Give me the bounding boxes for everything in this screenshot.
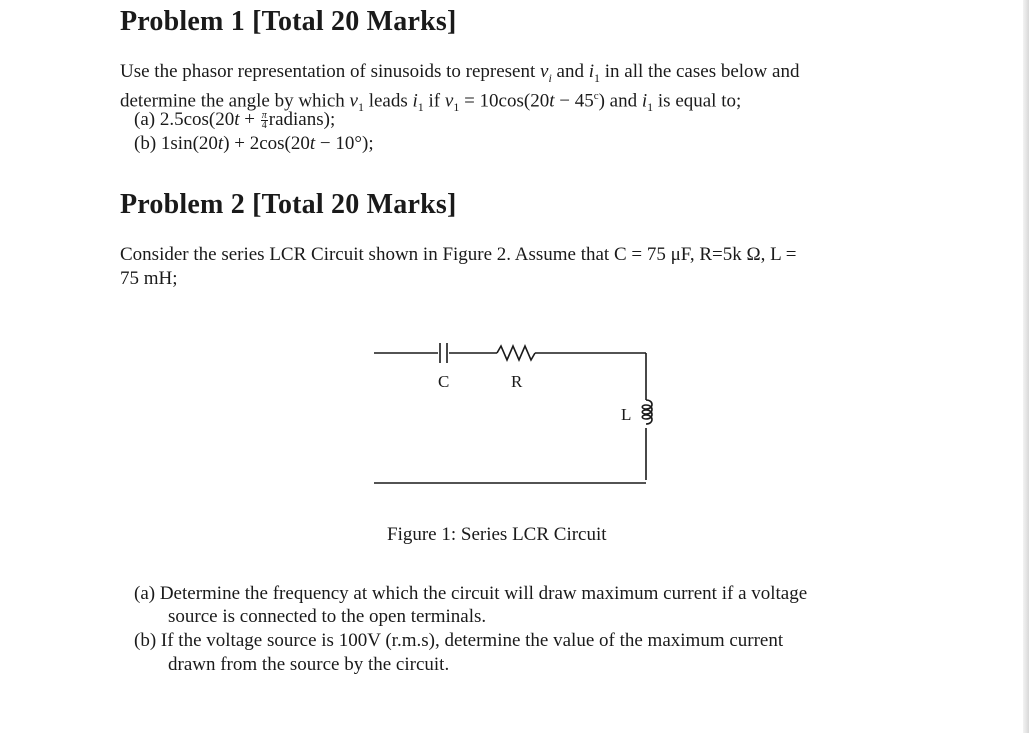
problem1-case-b: (b) 1sin(20t) + 2cos(20t − 10°);	[134, 133, 374, 154]
label-resistor: R	[511, 372, 523, 391]
figure-caption: Figure 1: Series LCR Circuit	[387, 524, 607, 545]
pi-over-four-fraction: $\frac{\pi}{4}$	[261, 110, 267, 132]
problem2-heading: Problem 2 [Total 20 Marks]	[120, 189, 457, 220]
problem1-case-a: (a) 2.5cos(20t + $\frac{\pi}{4}$ radians);	[134, 109, 336, 132]
problem2-part-a-line2: source is connected to the open terminals.	[168, 606, 487, 627]
problem2-part-a-line1: (a) Determine the frequency at which the circuit will draw maximum current if a voltage	[134, 583, 808, 604]
capacitor-symbol	[440, 343, 447, 363]
problem2-intro-line1: Consider the series LCR Circuit shown in Figure 2. Assume that C = 75 μF, R=5k Ω, L =	[120, 244, 797, 265]
problem2-part-b-line2: drawn from the source by the circuit.	[168, 654, 450, 675]
resistor-symbol	[497, 346, 535, 360]
label-inductor: L	[621, 405, 632, 424]
problem1-heading: Problem 1 [Total 20 Marks]	[120, 6, 457, 37]
problem1-intro-line2: determine the angle by which $v_1$ leads $i_1$ if $v_1 = 10\cos(20t - 45^c)$ and $i_1$ is equal to;	[120, 90, 742, 115]
lcr-circuit-diagram	[360, 330, 680, 500]
problem2-part-b-line1: (b) If the voltage source is 100V (r.m.s), determine the value of the maximum current	[134, 630, 784, 651]
problem2-intro-line2: 75 mH;	[120, 268, 178, 289]
inductor-symbol	[642, 400, 652, 424]
page-edge	[1023, 0, 1029, 733]
label-capacitor: C	[438, 372, 450, 391]
problem1-intro-line1: Use the phasor representation of sinusoids to represent $v_i$ and $i_1$ in all the cases below and	[120, 61, 800, 85]
